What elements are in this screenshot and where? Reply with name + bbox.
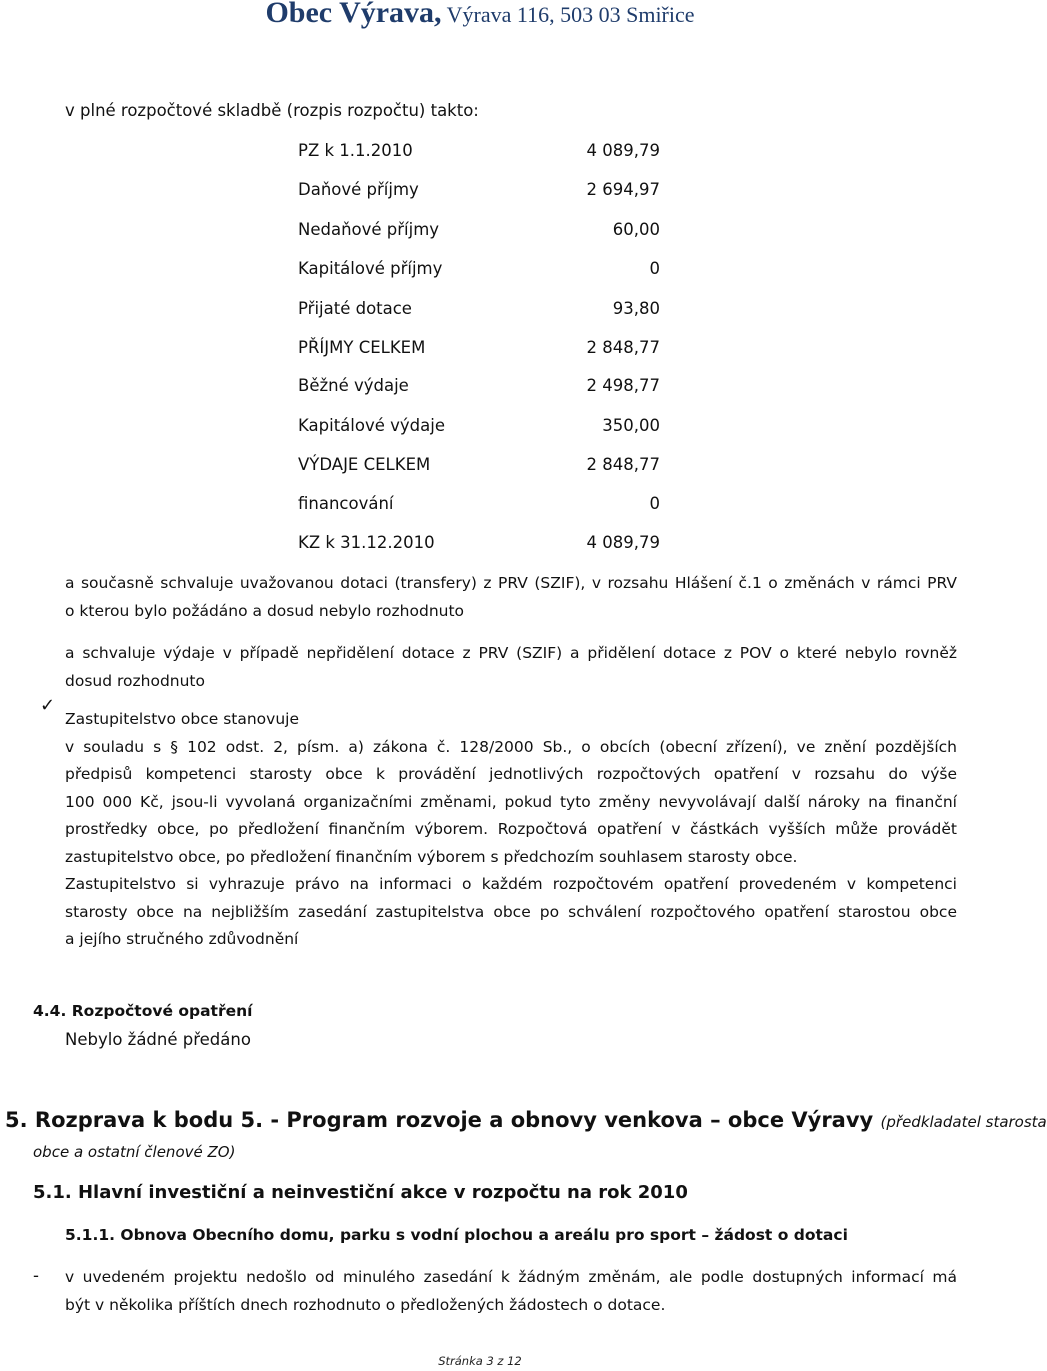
budget-label: KZ k 31.12.2010 bbox=[298, 533, 435, 552]
check-item-heading: Zastupitelstvo obce stanovuje bbox=[65, 710, 299, 728]
village-name: Obec Výrava, bbox=[265, 0, 442, 29]
checkmark-icon: ✓ bbox=[40, 695, 56, 716]
section-5-title: 5. Rozprava k bodu 5. - Program rozvoje a obnovy venkova – obce Výravy bbox=[5, 1108, 874, 1132]
paragraph-line: být v několika příštích dnech rozhodnuto o předložených žádostech o dotace. bbox=[65, 1295, 666, 1314]
bullet-dash: - bbox=[33, 1266, 39, 1285]
budget-value: 2 848,77 bbox=[586, 455, 660, 474]
paragraph-line: a současně schvaluje uvažovanou dotaci (transfery) z PRV (SZIF), v rozsahu Hlášení č.1 o změnách v rámci PRV bbox=[65, 574, 957, 592]
budget-label: Kapitálové příjmy bbox=[298, 259, 443, 278]
budget-value: 0 bbox=[649, 259, 660, 278]
paragraph-line: a schvaluje výdaje v případě nepřidělení dotace z PRV (SZIF) a přidělení dotace z POV o které nebylo rovněž bbox=[65, 644, 957, 662]
budget-label: Přijaté dotace bbox=[298, 299, 412, 318]
paragraph-line: předpisů kompetenci starosty obce k provádění jednotlivých rozpočtových opatření v rozsahu do výše bbox=[65, 765, 957, 783]
paragraph-line: Zastupitelstvo si vyhrazuje právo na informaci o každém rozpočtovém opatření provedeném v kompetenci bbox=[65, 875, 957, 893]
paragraph-line: prostředky obce, po předložení finančním výborem. Rozpočtová opatření v částkách vyšších může provádět bbox=[65, 820, 957, 838]
section-5-1-heading: 5.1. Hlavní investiční a neinvestiční akce v rozpočtu na rok 2010 bbox=[33, 1182, 688, 1203]
budget-label: financování bbox=[298, 494, 394, 513]
budget-label: Kapitálové výdaje bbox=[298, 416, 445, 435]
section-5-note: (předkladatel starosta bbox=[880, 1113, 1047, 1131]
intro-text: v plné rozpočtové skladbě (rozpis rozpočtu) takto: bbox=[65, 101, 479, 120]
budget-label: Daňové příjmy bbox=[298, 180, 419, 199]
bullet-text bbox=[65, 1264, 957, 1319]
budget-value: 2 498,77 bbox=[586, 376, 660, 395]
budget-label: PZ k 1.1.2010 bbox=[298, 141, 413, 160]
budget-value: 4 089,79 bbox=[586, 141, 660, 160]
page-footer: Stránka 3 z 12 bbox=[438, 1354, 522, 1368]
page-header bbox=[0, 0, 960, 30]
section-4-4-text: Nebylo žádné předáno bbox=[65, 1030, 251, 1049]
paragraph-line: starosty obce na nejbližším zasedání zastupitelstva obce po schválení rozpočtového opatření starostou obce bbox=[65, 902, 957, 921]
section-5-note-continued: obce a ostatní členové ZO) bbox=[33, 1143, 236, 1161]
budget-label: Nedaňové příjmy bbox=[298, 220, 440, 239]
budget-value: 2 848,77 bbox=[586, 338, 660, 357]
paragraph-line: v souladu s § 102 odst. 2, písm. a) zákona č. 128/2000 Sb., o obcích (obecní zřízení), ve znění pozdějších bbox=[65, 737, 957, 756]
paragraph-line: a jejího stručného zdůvodnění bbox=[65, 930, 299, 948]
paragraph-line: v uvedeném projektu nedošlo od minulého zasedání k žádným změnám, ale podle dostupných informací má bbox=[65, 1268, 957, 1286]
budget-value: 60,00 bbox=[612, 220, 660, 239]
budget-value: 4 089,79 bbox=[586, 533, 660, 552]
paragraph-line: zastupitelstvo obce, po předložení finančním výborem s předchozím souhlasem starosty obce. bbox=[65, 847, 798, 866]
section-5-heading bbox=[5, 1108, 1047, 1132]
budget-label: VÝDAJE CELKEM bbox=[298, 455, 431, 474]
budget-value: 350,00 bbox=[602, 416, 660, 435]
budget-value: 0 bbox=[649, 494, 660, 513]
budget-label: PŘÍJMY CELKEM bbox=[298, 338, 426, 357]
paragraph-vydaje bbox=[65, 640, 957, 695]
paragraph-line: dosud rozhodnuto bbox=[65, 671, 205, 690]
section-5-1-1-heading: 5.1.1. Obnova Obecního domu, parku s vodní plochou a areálu pro sport – žádost o dotaci bbox=[65, 1226, 848, 1244]
village-address: Výrava 116, 503 03 Smiřice bbox=[441, 2, 695, 27]
budget-value: 93,80 bbox=[612, 299, 660, 318]
section-4-4-heading: 4.4. Rozpočtové opatření bbox=[33, 1002, 253, 1020]
paragraph-line: 100 000 Kč, jsou-li vyvolaná organizačními změnami, pokud tyto změny nevyvolávají další nároky na finanční bbox=[65, 792, 957, 811]
budget-value: 2 694,97 bbox=[586, 180, 660, 199]
paragraph-line: o kterou bylo požádáno a dosud nebylo rozhodnuto bbox=[65, 601, 465, 620]
check-item-block bbox=[65, 706, 957, 954]
paragraph-dotace bbox=[65, 570, 957, 625]
budget-label: Běžné výdaje bbox=[298, 376, 409, 395]
